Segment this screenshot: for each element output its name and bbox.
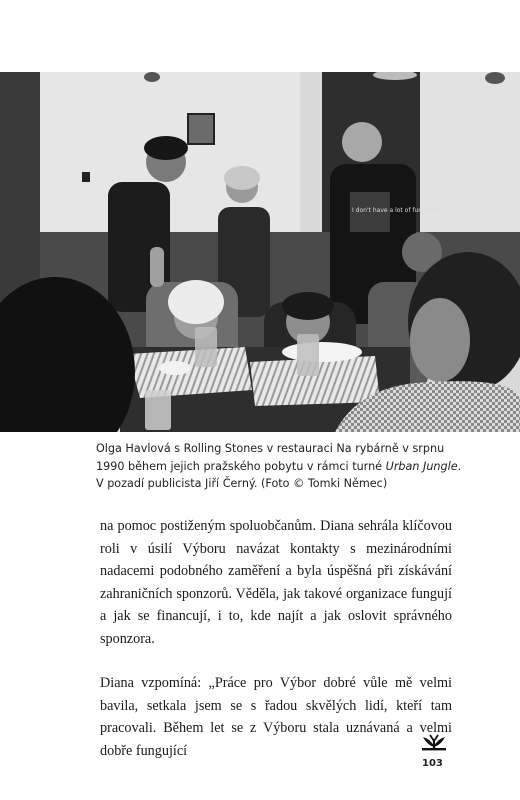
photo-illustration	[0, 72, 520, 432]
caption-line-2	[96, 458, 476, 476]
publisher-sprout-logo-icon	[421, 733, 447, 751]
paragraph-2: Diana vzpomíná: „Práce pro Výbor dobré vůle mě velmi bavila, setkala jsem se s řadou skvělých lidí, kteří tam pracovali. Během let se z Výboru stala uznávaná a velmi dobře fungující	[100, 675, 452, 759]
photograph	[0, 72, 520, 432]
caption-line-2-end: .	[457, 459, 462, 473]
caption-tour-name: Urban Jungle	[385, 459, 458, 473]
paragraph-1: na pomoc postiženým spoluobčanům. Diana sehrála klíčovou roli v úsilí Výboru navázat kontakty s mezinárodními nadacemi podobného zaměření a byla úspěšná při získávání zahraničních sponzorů. Věděla, jak takové organizace fungují a jak se financují, i to, kde najít a jak oslovit správného sponzora.	[100, 518, 452, 647]
photo-caption	[96, 440, 476, 493]
page-number: 103	[422, 758, 443, 769]
caption-line-2-text: 1990 během jejich pražského pobytu v rámci turné	[96, 459, 386, 473]
caption-line-1: Olga Havlová s Rolling Stones v restauraci Na rybárně v srpnu	[96, 442, 445, 455]
caption-line-3: V pozadí publicista Jiří Černý. (Foto © Tomki Němec)	[96, 477, 388, 490]
body-text	[100, 515, 452, 762]
shirt-text: I don't have a lot of fun Němec	[352, 207, 446, 214]
